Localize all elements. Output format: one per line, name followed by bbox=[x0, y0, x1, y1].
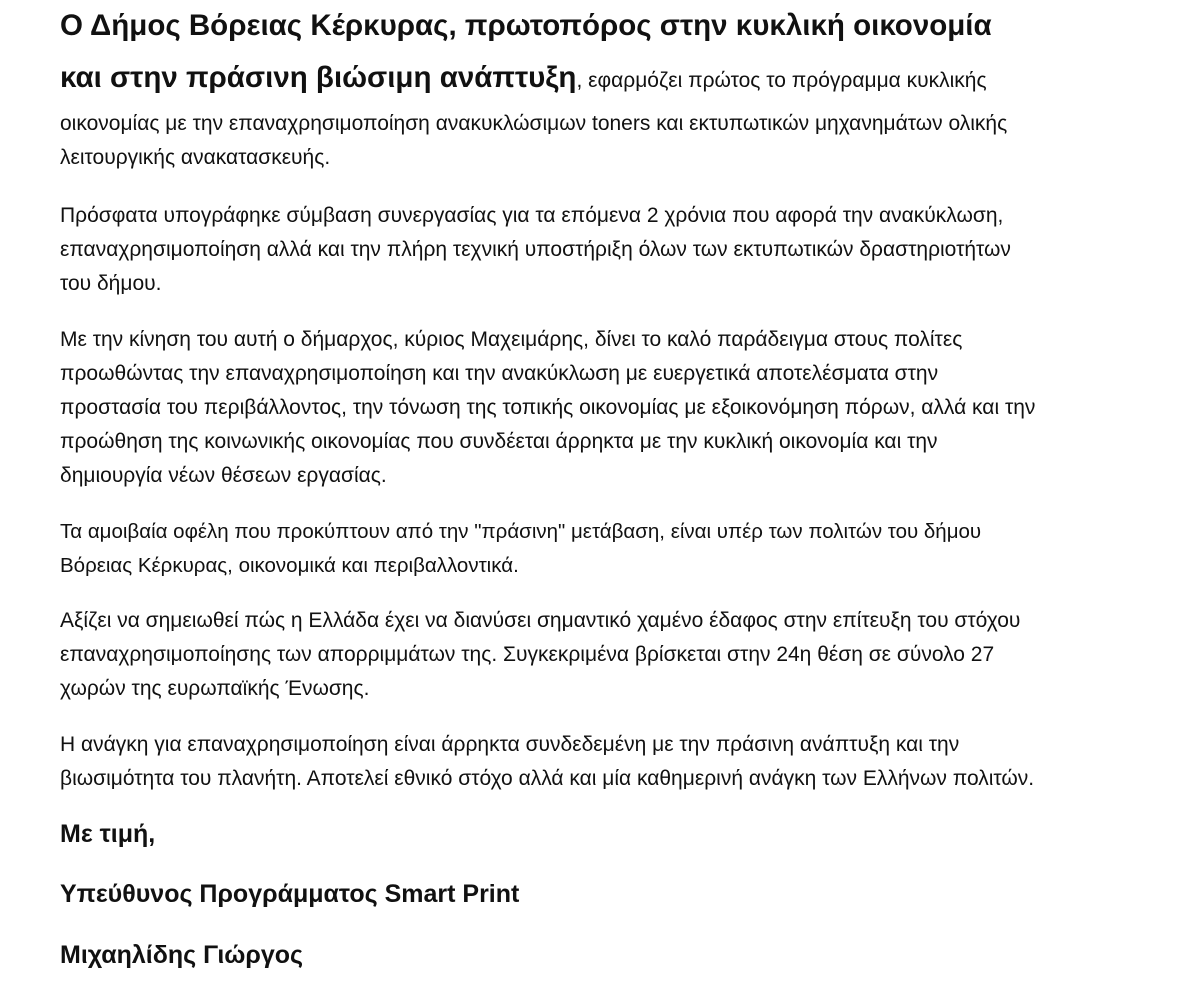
headline-line-1: Ο Δήμος Βόρειας Κέρκυρας, πρωτοπόρος στην κυκλική οικονομία bbox=[60, 9, 992, 42]
text-line: του δήμου. bbox=[60, 272, 162, 295]
signature-name: Μιχαηλίδης Γιώργος bbox=[60, 941, 304, 969]
text-line: προστασία του περιβάλλοντος, την τόνωση της τοπικής οικονομίας με εξοικονόμηση πόρων, αλλά και την bbox=[60, 396, 1036, 419]
paragraph-greece-ranking bbox=[60, 604, 1020, 706]
paragraph-mayor bbox=[60, 323, 1035, 493]
text-line: Αξίζει να σημειωθεί πώς η Ελλάδα έχει να διανύσει σημαντικό χαμένο έδαφος στην επίτευξη του στόχου bbox=[60, 609, 1021, 632]
text-line: προώθηση της κοινωνικής οικονομίας που συνδέεται άρρηκτα με την κυκλική οικονομία και την bbox=[60, 430, 938, 453]
paragraph-contract bbox=[60, 199, 1011, 301]
intro-text-line-4: λειτουργικής ανακατασκευής. bbox=[60, 146, 331, 169]
paragraph-reuse-need bbox=[60, 728, 1034, 796]
text-line: Βόρειας Κέρκυρας, οικονομικά και περιβαλλοντικά. bbox=[60, 554, 519, 577]
paragraph-benefits bbox=[60, 515, 981, 583]
intro-paragraph bbox=[60, 0, 1007, 175]
text-line: χωρών της ευρωπαϊκής Ένωσης. bbox=[60, 677, 370, 700]
text-line: δημιουργία νέων θέσεων εργασίας. bbox=[60, 464, 387, 487]
text-line: προωθώντας την επαναχρησιμοποίηση και την ανακύκλωση με ευεργετικά αποτελέσματα στην bbox=[60, 362, 939, 385]
intro-text-line-2: , εφαρμόζει πρώτος το πρόγραμμα κυκλικής bbox=[576, 69, 987, 92]
headline-line-2: και στην πράσινη βιώσιμη ανάπτυξη bbox=[60, 61, 577, 94]
text-line: Η ανάγκη για επαναχρησιμοποίηση είναι άρρηκτα συνδεδεμένη με την πράσινη ανάπτυξη και την bbox=[60, 733, 960, 756]
text-line: επαναχρησιμοποίηση αλλά και την πλήρη τεχνική υποστήριξη όλων των εκτυπωτικών δραστηριοτήτων bbox=[60, 238, 1011, 261]
signature-title: Υπεύθυνος Προγράμματος Smart Print bbox=[60, 880, 520, 908]
text-line: βιωσιμότητα του πλανήτη. Αποτελεί εθνικό στόχο αλλά και μία καθημερινή ανάγκη των Ελλήνων πολιτών. bbox=[60, 767, 1035, 790]
signature-closing: Με τιμή, bbox=[60, 820, 156, 848]
text-line: Τα αμοιβαία οφέλη που προκύπτουν από την "πράσινη" μετάβαση, είναι υπέρ των πολιτών του δήμου bbox=[60, 520, 982, 543]
intro-text-line-3: οικονομίας με την επαναχρησιμοποίηση ανακυκλώσιμων toners και εκτυπωτικών μηχανημάτων ολικής bbox=[60, 112, 1008, 135]
text-line: Με την κίνηση του αυτή ο δήμαρχος, κύριος Μαχειμάρης, δίνει το καλό παράδειγμα στους πολίτες bbox=[60, 328, 963, 351]
text-line: επαναχρησιμοποίησης των απορριμμάτων της. Συγκεκριμένα βρίσκεται στην 24η θέση σε σύνολο 27 bbox=[60, 643, 995, 666]
text-line: Πρόσφατα υπογράφηκε σύμβαση συνεργασίας για τα επόμενα 2 χρόνια που αφορά την ανακύκλωση, bbox=[60, 204, 1004, 227]
